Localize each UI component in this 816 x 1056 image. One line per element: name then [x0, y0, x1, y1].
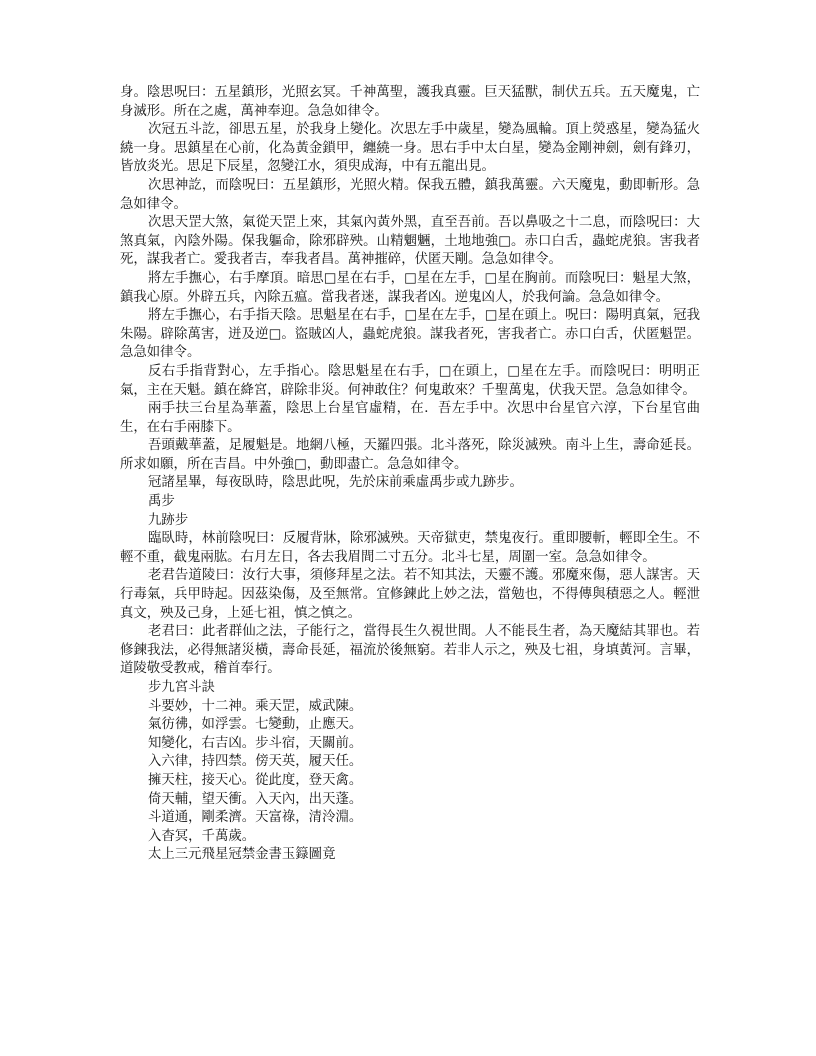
- paragraph: 次思天罡大煞，氣從天罡上來，其氣內黃外黑，直至吾前。吾以鼻吸之十二息，而陰呪曰：大煞真氣，內陰外陽。保我軀命，除邪辟殃。山精魍魎，土地地強□。赤口白舌，蟲蛇虎狼。害我者死，謀我者亡。愛我者吉，奉我者昌。萬神摧碎，伏匿天剛。急急如律令。: [120, 215, 700, 268]
- verse-line: 倚天輔，望天衝。入天內，出天蓬。: [148, 791, 363, 807]
- verse-line: 入杳冥，千萬歲。: [148, 828, 256, 844]
- paragraph: 將左手撫心，右手指天陰。思魁星在右手，□星在左手，□星在頭上。呪曰：陽明真氣，冠我朱陽。辟除萬害，迸及逆□。盜賊凶人，蟲蛇虎狼。謀我者死，害我者亡。赤口白舌，伏匿魁罡。急急如律令。: [120, 308, 700, 361]
- closing-title: 太上三元飛星冠禁金書玉籙圖竟: [148, 847, 336, 863]
- document-page: [120, 84, 700, 865]
- verse-line: 入六律，持四禁。傍天英，履天任。: [148, 754, 363, 770]
- paragraph: 兩手扶三台星為華蓋，陰思上台星官虛精，在．吾左手中。次思中台星官六淳，下台星官曲生，在右手兩膝下。: [120, 401, 700, 435]
- section-heading: 禹步: [148, 494, 175, 510]
- paragraph: 次冠五斗訖，卻思五星，於我身上變化。次思左手中歲星，變為風輪。頂上熒惑星，變為猛火繞一身。思鎮星在心前，化為黃金鎖甲，纏繞一身。思右手中太白星，變為金剛神劍，劍有鋒刃，皆放炎光。思足下辰星，忽變江水，須臾成海，中有五龍出見。: [120, 122, 700, 175]
- paragraph: 將左手撫心，右手摩頂。暗思□星在右手，□星在左手，□星在胸前。而陰呪曰：魁星大煞，鎮我心原。外辟五兵，內除五瘟。當我者迷，謀我者凶。逆鬼凶人，於我何論。急急如律令。: [120, 270, 700, 305]
- paragraph: 反右手指背對心，左手指心。陰思魁星在右手，□在頭上，□星在左手。而陰呪曰：明明正氣，主在天魁。鎮在絳宮，辟除非災。何神敢住？何鬼敢來？千聖萬鬼，伏我天罡。急急如律令。: [120, 363, 700, 398]
- paragraph: 老君告道陵曰：汝行大事，須修拜星之法。若不知其法，天靈不護。邪魔來傷，惡人謀害。天行毒氣，兵甲時起。因茲染傷，及至無常。宜修鍊此上妙之法，當勉也，不得傳與積惡之人。輕泄真文，殃及己身，上延七祖，慎之慎之。: [120, 568, 700, 621]
- verse-line: 斗道通，剛柔濟。天富祿，清泠淵。: [148, 810, 363, 826]
- paragraph: 老君曰：此者群仙之法，子能行之，當得長生久視世間。人不能長生者，為天魔結其罪也。若修鍊我法，必得無諸災橫，壽命長延，福流於後無窮。若非人示之，殃及七祖，身填黃河。言畢，道陵敬受教戒，稽首奉行。: [120, 624, 700, 677]
- paragraph: 冠諸星畢，每夜臥時，陰思此呪，先於床前乘虛禹步或九跡步。: [148, 475, 523, 491]
- paragraph: 身。陰思呪曰：五星鎮形，光照玄冥。千神萬聖，護我真靈。巨天猛獸，制伏五兵。五天魔鬼，亡身滅形。所在之處，萬神奉迎。急急如律令。: [120, 85, 700, 119]
- section-heading: 九跡步: [148, 512, 189, 528]
- verse-line: 擁天柱，接天心。從此度，登天禽。: [148, 772, 363, 788]
- verse-line: 氣彷彿，如浮雲。七變動，止應天。: [148, 717, 363, 733]
- paragraph: 次思神訖，而陰呪曰：五星鎮形，光照火精。保我五體，鎮我萬靈。六天魔鬼，動即斬形。急急如律令。: [120, 177, 700, 212]
- paragraph: 吾頭戴華蓋，足履魁是。地網八極，天羅四張。北斗落死，除災滅殃。南斗上生，壽命延長。所求如願，所在吉昌。中外強□，動即盡亡。急急如律令。: [120, 438, 700, 472]
- section-heading: 步九宮斗訣: [148, 680, 215, 695]
- paragraph: 臨臥時，林前陰呪曰：反履背牀，除邪滅殃。天帝獄吏，禁鬼夜行。重即腰斬，輕即全生。不輕不重，截鬼兩肱。右月左日，各去我眉間二寸五分。北斗七星，周圍一室。急急如律令。: [120, 531, 700, 565]
- verse-line: 斗要妙，十二神。乘天罡，威武陳。: [148, 698, 363, 714]
- verse-line: 知變化，右吉凶。步斗宿，天關前。: [148, 735, 363, 751]
